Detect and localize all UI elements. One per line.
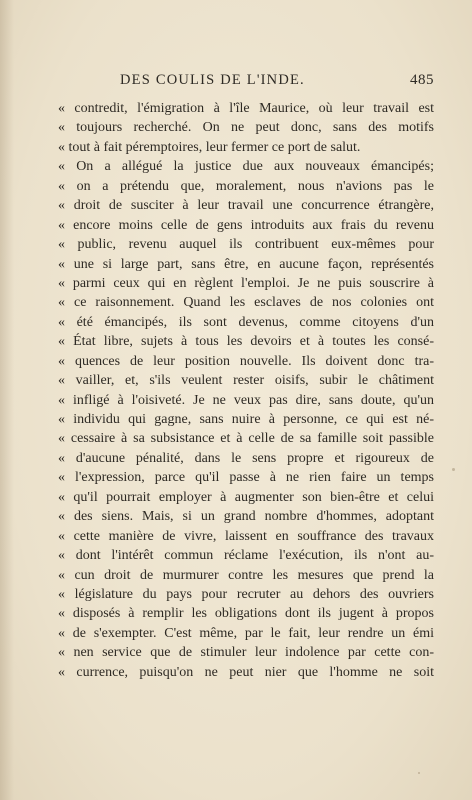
text-line: « encore moins celle de gens introduits aux frais du revenu xyxy=(58,217,434,233)
text-line: « public, revenu auquel ils contribuent eux-mêmes pour xyxy=(58,237,434,253)
text-line: « disposés à remplir les obligations dont ils jugent à propos xyxy=(58,606,434,622)
text-line: « qu'il pourrait employer à augmenter son bien-être et celui xyxy=(58,489,434,505)
text-line: « ce raisonnement. Quand les esclaves de nos colonies ont xyxy=(58,295,434,311)
text-line: « État libre, sujets à tous les devoirs et à toutes les consé- xyxy=(58,334,434,350)
text-line: « cette manière de vivre, laissent en souffrance des travaux xyxy=(58,528,434,544)
body-text xyxy=(58,99,434,682)
page-number: 485 xyxy=(410,72,434,88)
text-line: « parmi ceux qui en règlent l'emploi. Je ne puis souscrire à xyxy=(58,275,434,291)
page-header xyxy=(58,72,434,90)
text-line: « on a prétendu que, moralement, nous n'avions pas le xyxy=(58,178,434,194)
text-line: « législature du pays pour recruter au dehors des ouvriers xyxy=(58,586,434,602)
text-line: « de s'exempter. C'est même, par le fait, leur rendre un émi xyxy=(58,625,434,641)
text-line: « d'aucune pénalité, dans le sens propre et rigoureux de xyxy=(58,450,434,466)
text-line: « dont l'intérêt commun réclame l'exécution, ils n'ont au- xyxy=(58,548,434,564)
text-line: « individu qui gagne, sans nuire à personne, ce qui est né- xyxy=(58,412,434,427)
text-line: « l'expression, parce qu'il passe à ne rien faire un temps xyxy=(58,470,434,486)
text-line: « cun droit de murmurer contre les mesures que prend la xyxy=(58,567,434,583)
text-line: « On a allégué la justice due aux nouveaux émancipés; xyxy=(58,159,434,175)
paper-speck xyxy=(418,772,420,774)
text-line: « toujours recherché. On ne peut donc, sans des motifs xyxy=(58,120,434,136)
text-line: « quences de leur position nouvelle. Ils doivent donc tra- xyxy=(58,353,434,369)
text-line: « infligé à l'oisiveté. Je ne veux pas dire, sans doute, qu'un xyxy=(58,392,434,408)
text-line: « des siens. Mais, si un grand nombre d'hommes, adoptant xyxy=(58,509,434,525)
text-line: « droit de susciter à leur travail une concurrence étrangère, xyxy=(58,198,434,214)
page-gutter-shadow xyxy=(0,0,14,800)
text-line: « cessaire à sa subsistance et à celle de sa famille soit passible xyxy=(58,431,434,447)
text-line: « été émancipés, ils sont devenus, comme citoyens d'un xyxy=(58,314,434,330)
text-line: « currence, puisqu'on ne peut nier que l'homme ne soit xyxy=(58,664,434,680)
paper-speck xyxy=(452,468,455,471)
text-line: « une si large part, sans être, en aucune façon, représentés xyxy=(58,256,434,272)
text-line: « contredit, l'émigration à l'île Maurice, où leur travail est xyxy=(58,101,434,116)
text-line: « tout à fait péremptoires, leur fermer ce port de salut. xyxy=(58,139,361,155)
text-line: « nen service que de stimuler leur indolence par cette con- xyxy=(58,645,434,661)
text-line: « vailler, et, s'ils veulent rester oisifs, subir le châtiment xyxy=(58,373,434,389)
running-title: DES COULIS DE L'INDE. xyxy=(120,72,305,88)
